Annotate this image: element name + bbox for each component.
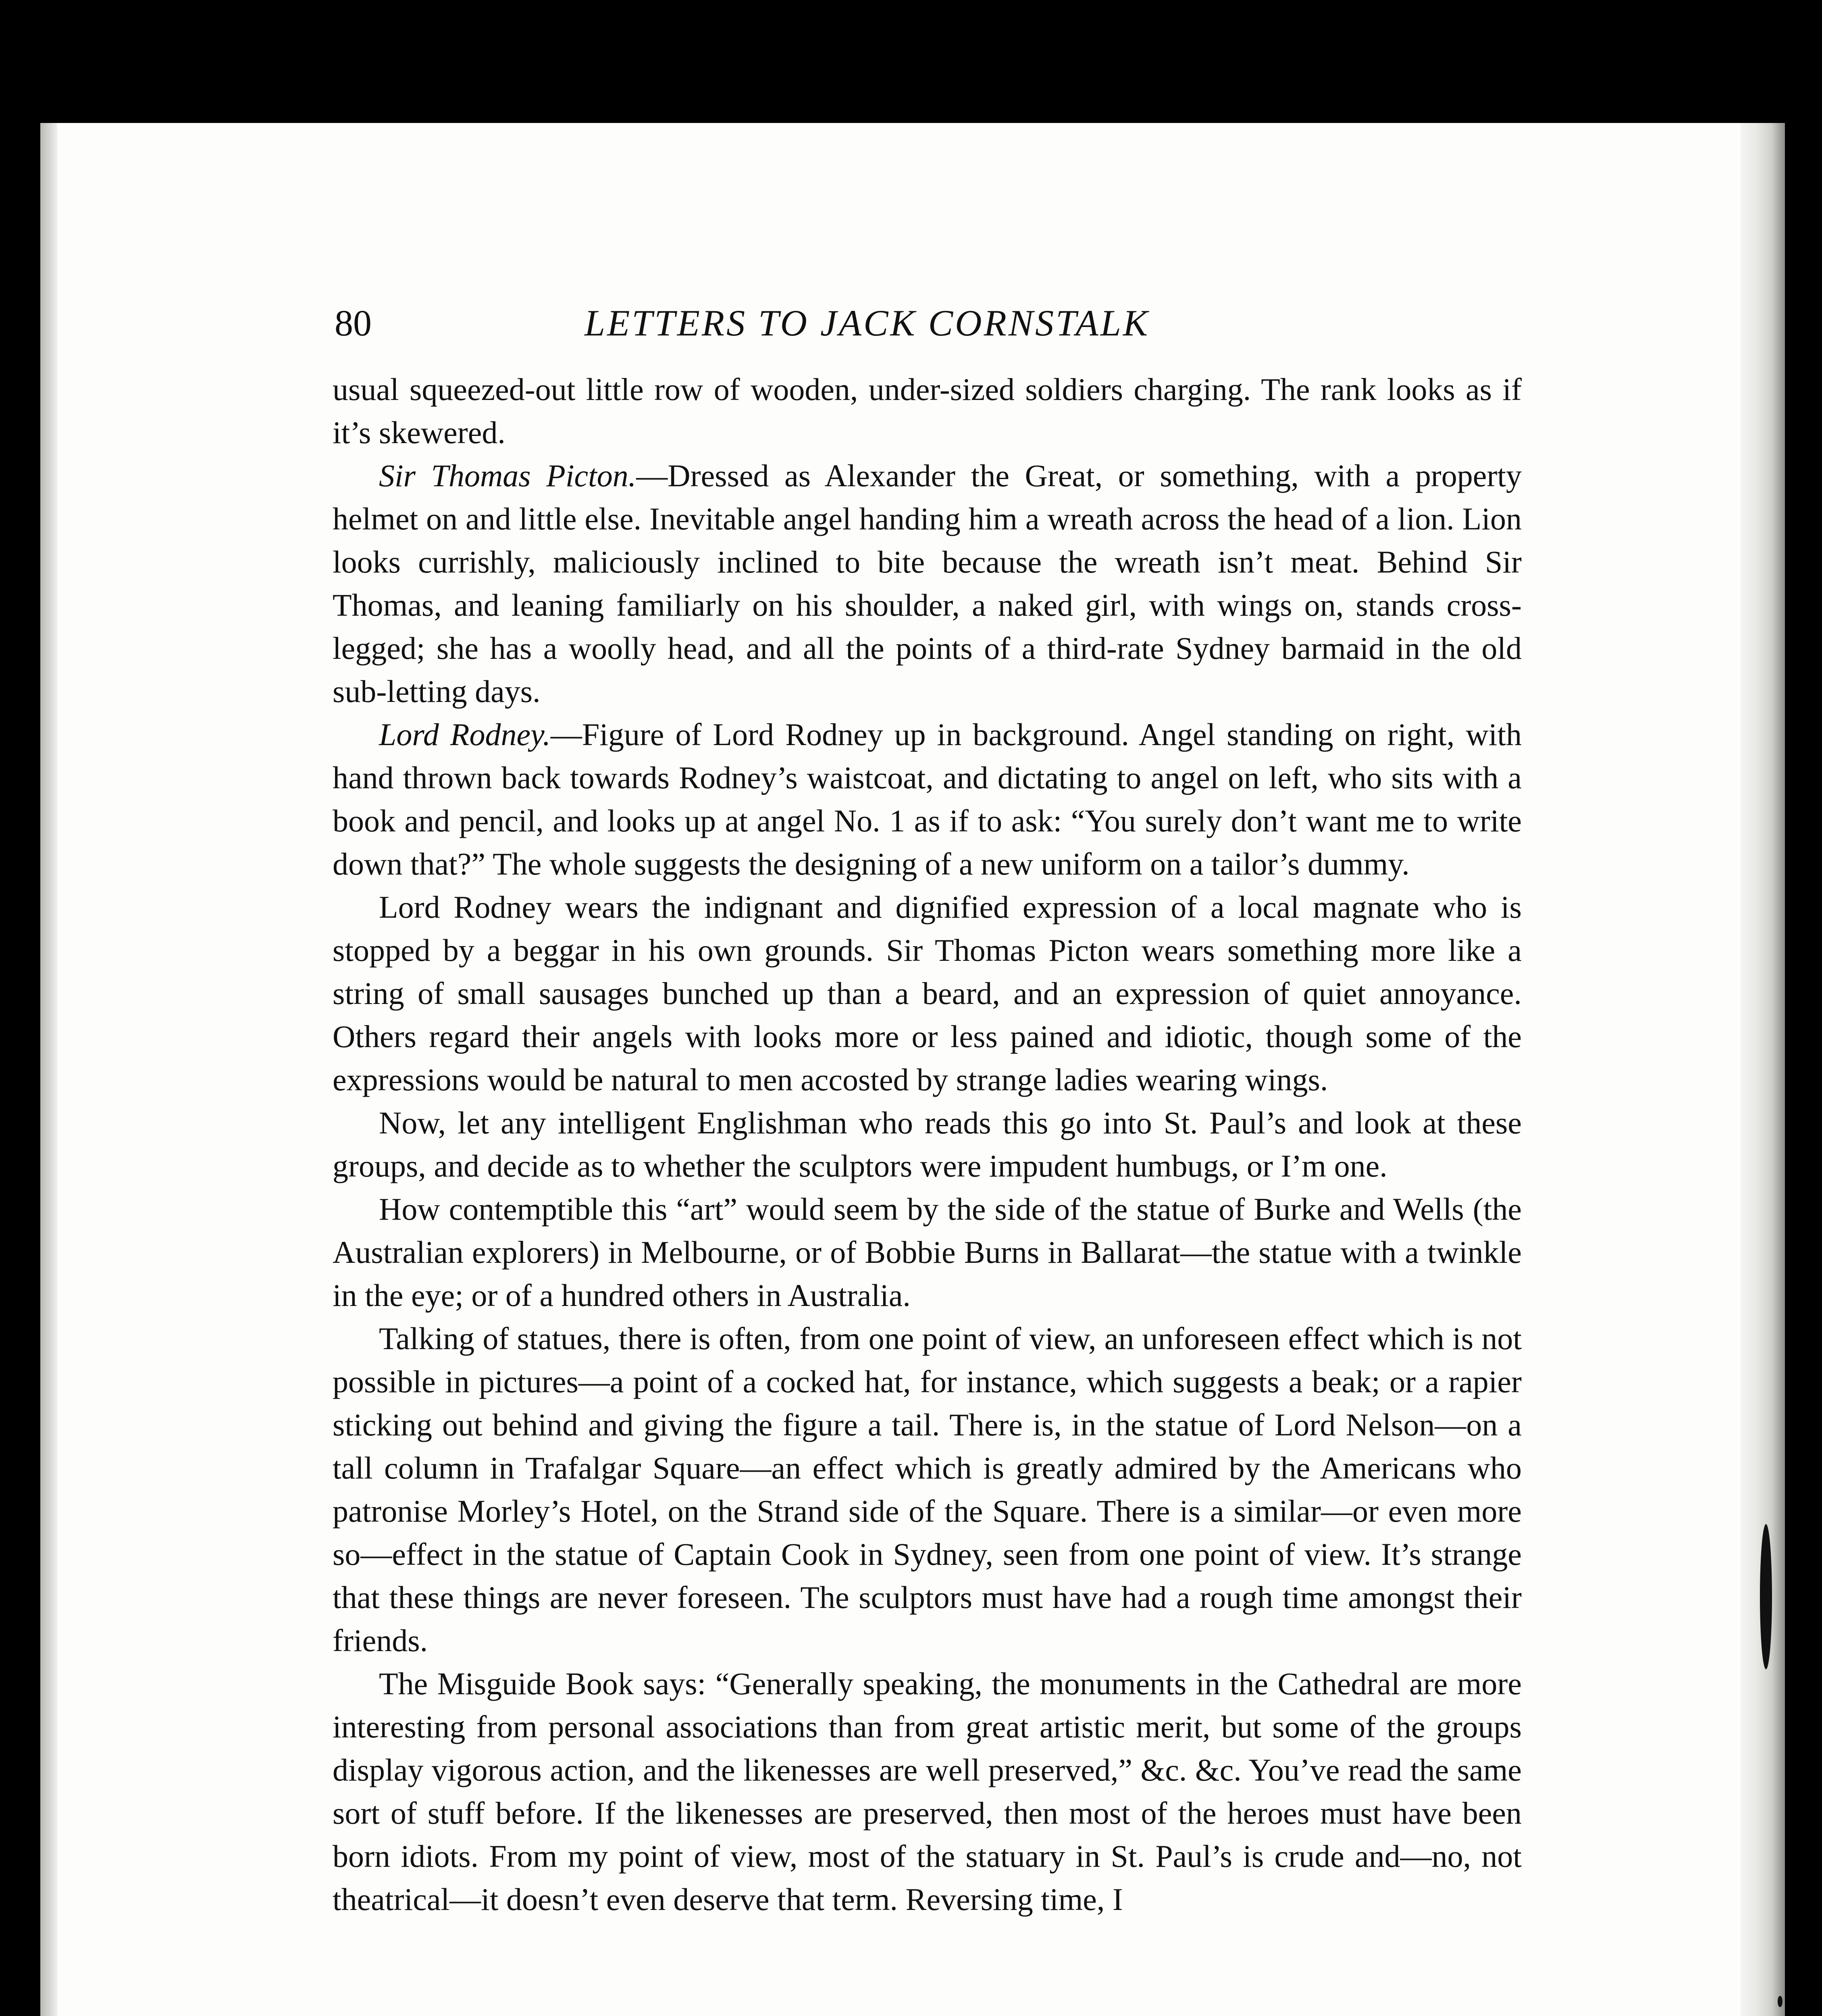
running-title: LETTERS TO JACK CORNSTALK: [584, 302, 1150, 344]
paragraph: usual squeezed-out little row of wooden, under-sized soldiers charging. The rank looks as if it’s skewered.: [333, 372, 1522, 450]
page-header: [335, 302, 1544, 346]
paragraph: How contemptible this “art” would seem by the side of the statue of Burke and Wells (the Australian explorers) in Melbourne, or of Bobbie Burns in Ballarat—the statue with a twinkle in the eye; or of a hundred others in Australia.: [333, 1191, 1522, 1313]
body-text: [333, 368, 1522, 1921]
facing-page-edge: [1741, 123, 1785, 2016]
page-left-edge: [40, 123, 57, 2016]
binding-mark: [1760, 1524, 1772, 1669]
paragraph-lead: Sir Thomas Picton.: [379, 458, 636, 493]
paragraph: The Misguide Book says: “Generally speaking, the monuments in the Cathedral are more interesting from personal associations than from great artistic merit, but some of the groups display vigorous action, and the likenesses are well preserved,” &c. &c. You’ve read the same sort of stuff before. If the likenesses are preserved, then most of the heroes must have been born idiots. From my point of view, most of the statuary in St. Paul’s is crude and—no, not theatrical—it doesn’t even deserve that term. Reversing time, I: [333, 1666, 1522, 1917]
paragraph: Lord Rodney.—Figure of Lord Rodney up in background. Angel standing on right, with hand thrown back towards Rodney’s waistcoat, and dictating to angel on left, who sits with a book and pencil, and looks up at angel No. 1 as if to ask: “You surely don’t want me to write down that?” The whole suggests the designing of a new uniform on a tailor’s dummy.: [333, 717, 1522, 881]
paragraph: Lord Rodney wears the indignant and dignified expression of a local magnate who is stopped by a beggar in his own grounds. Sir Thomas Picton wears something more like a string of small sausages bunched up than a beard, and an expression of quiet annoyance. Others regard their angels with looks more or less pained and idiotic, though some of the expressions would be natural to men accosted by strange ladies wearing wings.: [333, 889, 1522, 1097]
paragraph: Talking of statues, there is often, from one point of view, an unforeseen effect which is not possible in pictures—a point of a cocked hat, for instance, which suggests a beak; or a rapier sticking out behind and giving the figure a tail. There is, in the statue of Lord Nelson—on a tall column in Trafalgar Square—an effect which is greatly admired by the Americans who patronise Morley’s Hotel, on the Strand side of the Square. There is a similar—or even more so—effect in the statue of Captain Cook in Sydney, seen from one point of view. It’s strange that these things are never foreseen. The sculptors must have had a rough time amongst their friends.: [333, 1321, 1522, 1658]
binding-mark: [1778, 1996, 1782, 2007]
paragraph: Sir Thomas Picton.—Dressed as Alexander the Great, or something, with a property helmet on and little else. Inevitable angel handing him a wreath across the head of a lion. Lion looks currishly, maliciously inclined to bite because the wreath isn’t meat. Behind Sir Thomas, and leaning familiarly on his shoulder, a naked girl, with wings on, stands cross-legged; she has a woolly head, and all the points of a third-rate Sydney barmaid in the old sub-letting days.: [333, 458, 1522, 709]
paragraph: Now, let any intelligent Englishman who reads this go into St. Paul’s and look at these groups, and decide as to whether the sculptors were impudent humbugs, or I’m one.: [333, 1105, 1522, 1183]
paragraph-lead: Lord Rodney.: [379, 717, 551, 752]
page-number: 80: [335, 302, 372, 344]
